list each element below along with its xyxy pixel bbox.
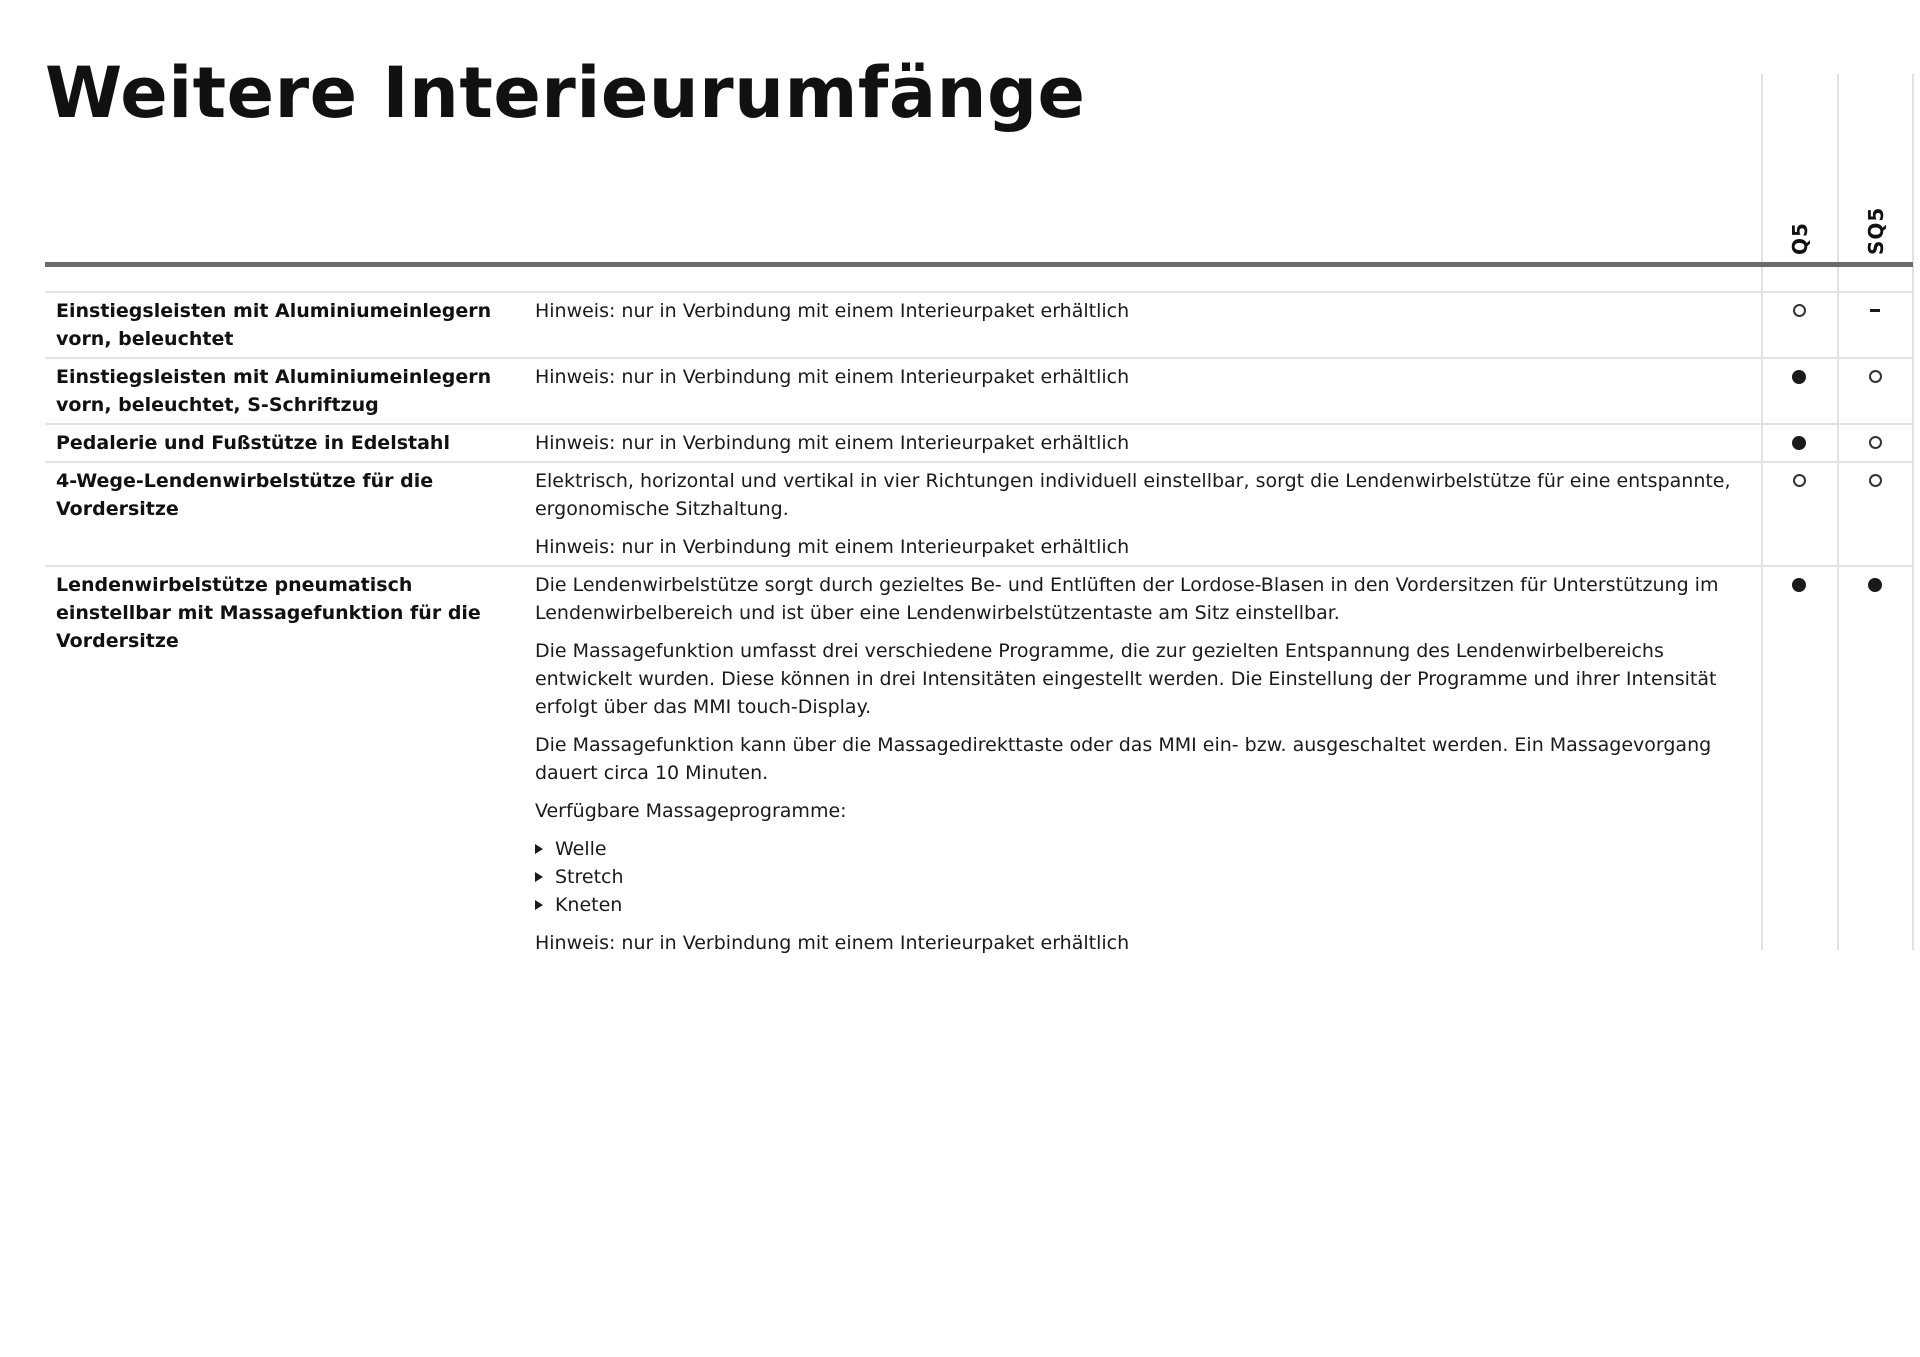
table-row xyxy=(45,359,1913,425)
description-paragraph: Die Lendenwirbelstütze sorgt durch gezieltes Be- und Entlüften der Lordose-Blasen in den Vordersitzen für Unterstützung im Lendenwirbelbereich und ist über eine Lendenwirbelstützentaste am Sitz einstellbar. xyxy=(534,574,1719,624)
feature-description xyxy=(524,359,1762,423)
column-header-sq5 xyxy=(1839,195,1913,255)
standard-dot-icon xyxy=(1792,436,1806,450)
availability-q5 xyxy=(1762,567,1838,961)
table-row xyxy=(45,567,1913,961)
availability-sq5 xyxy=(1837,293,1913,357)
optional-circle-icon xyxy=(1869,474,1882,487)
availability-q5 xyxy=(1762,463,1838,565)
feature-description xyxy=(524,567,1762,961)
optional-circle-icon xyxy=(1869,370,1882,383)
table-row xyxy=(45,425,1913,463)
header-rule xyxy=(45,262,1913,267)
availability-sq5 xyxy=(1837,425,1913,461)
bullet-triangle-icon xyxy=(535,844,543,854)
description-paragraph: Die Massagefunktion umfasst drei verschiedene Programme, die zur gezielten Entspannung des Lendenwirbelbereichs entwickelt wurden. Diese können in drei Intensitäten eingestellt werden. Die Einstellung der Programme und ihrer Intensität erfolgt über das MMI touch-Display. xyxy=(534,640,1717,718)
optional-circle-icon xyxy=(1793,474,1806,487)
description-paragraph: Elektrisch, horizontal und vertikal in vier Richtungen individuell einstellbar, sorgt die Lendenwirbelstütze für eine entspannte, ergonomische Sitzhaltung. xyxy=(534,470,1731,520)
feature-name: 4-Wege-Lendenwirbelstütze für die Vordersitze xyxy=(56,470,434,520)
availability-q5 xyxy=(1762,359,1838,423)
list-item xyxy=(535,835,1762,863)
list-item-label: Stretch xyxy=(554,866,624,888)
list-item xyxy=(535,891,1762,919)
description-paragraph: Hinweis: nur in Verbindung mit einem Interieurpaket erhältlich xyxy=(534,366,1130,388)
massage-program-list xyxy=(535,835,1762,919)
feature-name: Einstiegsleisten mit Aluminiumeinlegern vorn, beleuchtet, S-Schriftzug xyxy=(56,366,492,416)
list-item-label: Kneten xyxy=(554,894,623,916)
description-paragraph: Verfügbare Massageprogramme: xyxy=(534,800,847,822)
feature-description xyxy=(524,293,1762,357)
availability-sq5 xyxy=(1837,567,1913,961)
description-paragraph: Hinweis: nur in Verbindung mit einem Interieurpaket erhältlich xyxy=(534,300,1130,322)
description-paragraph: Hinweis: nur in Verbindung mit einem Interieurpaket erhältlich xyxy=(534,536,1130,558)
standard-dot-icon xyxy=(1792,370,1806,384)
standard-dot-icon xyxy=(1868,578,1882,592)
bullet-triangle-icon xyxy=(535,900,543,910)
feature-description xyxy=(524,463,1762,565)
feature-name: Lendenwirbelstütze pneumatisch einstellbar mit Massagefunktion für die Vordersitze xyxy=(56,574,481,652)
description-paragraph: Die Massagefunktion kann über die Massagedirekttaste oder das MMI ein- bzw. ausgeschaltet werden. Ein Massagevorgang dauert circa 10 Minuten. xyxy=(534,734,1712,784)
not-available-dash-icon xyxy=(1870,309,1880,312)
availability-sq5 xyxy=(1837,359,1913,423)
list-item xyxy=(535,863,1762,891)
page-title: Weitere Interieurumfänge xyxy=(45,52,1086,134)
availability-q5 xyxy=(1762,293,1838,357)
bullet-triangle-icon xyxy=(535,872,543,882)
table-row xyxy=(45,293,1913,359)
feature-name: Einstiegsleisten mit Aluminiumeinlegern vorn, beleuchtet xyxy=(56,300,492,350)
standard-dot-icon xyxy=(1792,578,1806,592)
optional-circle-icon xyxy=(1793,304,1806,317)
feature-description xyxy=(524,425,1762,461)
column-header-label: SQ5 xyxy=(1864,206,1888,255)
availability-sq5 xyxy=(1837,463,1913,565)
description-paragraph: Hinweis: nur in Verbindung mit einem Interieurpaket erhältlich xyxy=(534,432,1130,454)
column-header-q5 xyxy=(1763,195,1837,255)
description-paragraph: Hinweis: nur in Verbindung mit einem Interieurpaket erhältlich xyxy=(534,932,1130,954)
availability-q5 xyxy=(1762,425,1838,461)
optional-circle-icon xyxy=(1869,436,1882,449)
column-header-label: Q5 xyxy=(1788,222,1812,255)
feature-name: Pedalerie und Fußstütze in Edelstahl xyxy=(56,432,450,454)
table-row xyxy=(45,463,1913,567)
list-item-label: Welle xyxy=(554,838,607,860)
equipment-table xyxy=(45,293,1913,961)
